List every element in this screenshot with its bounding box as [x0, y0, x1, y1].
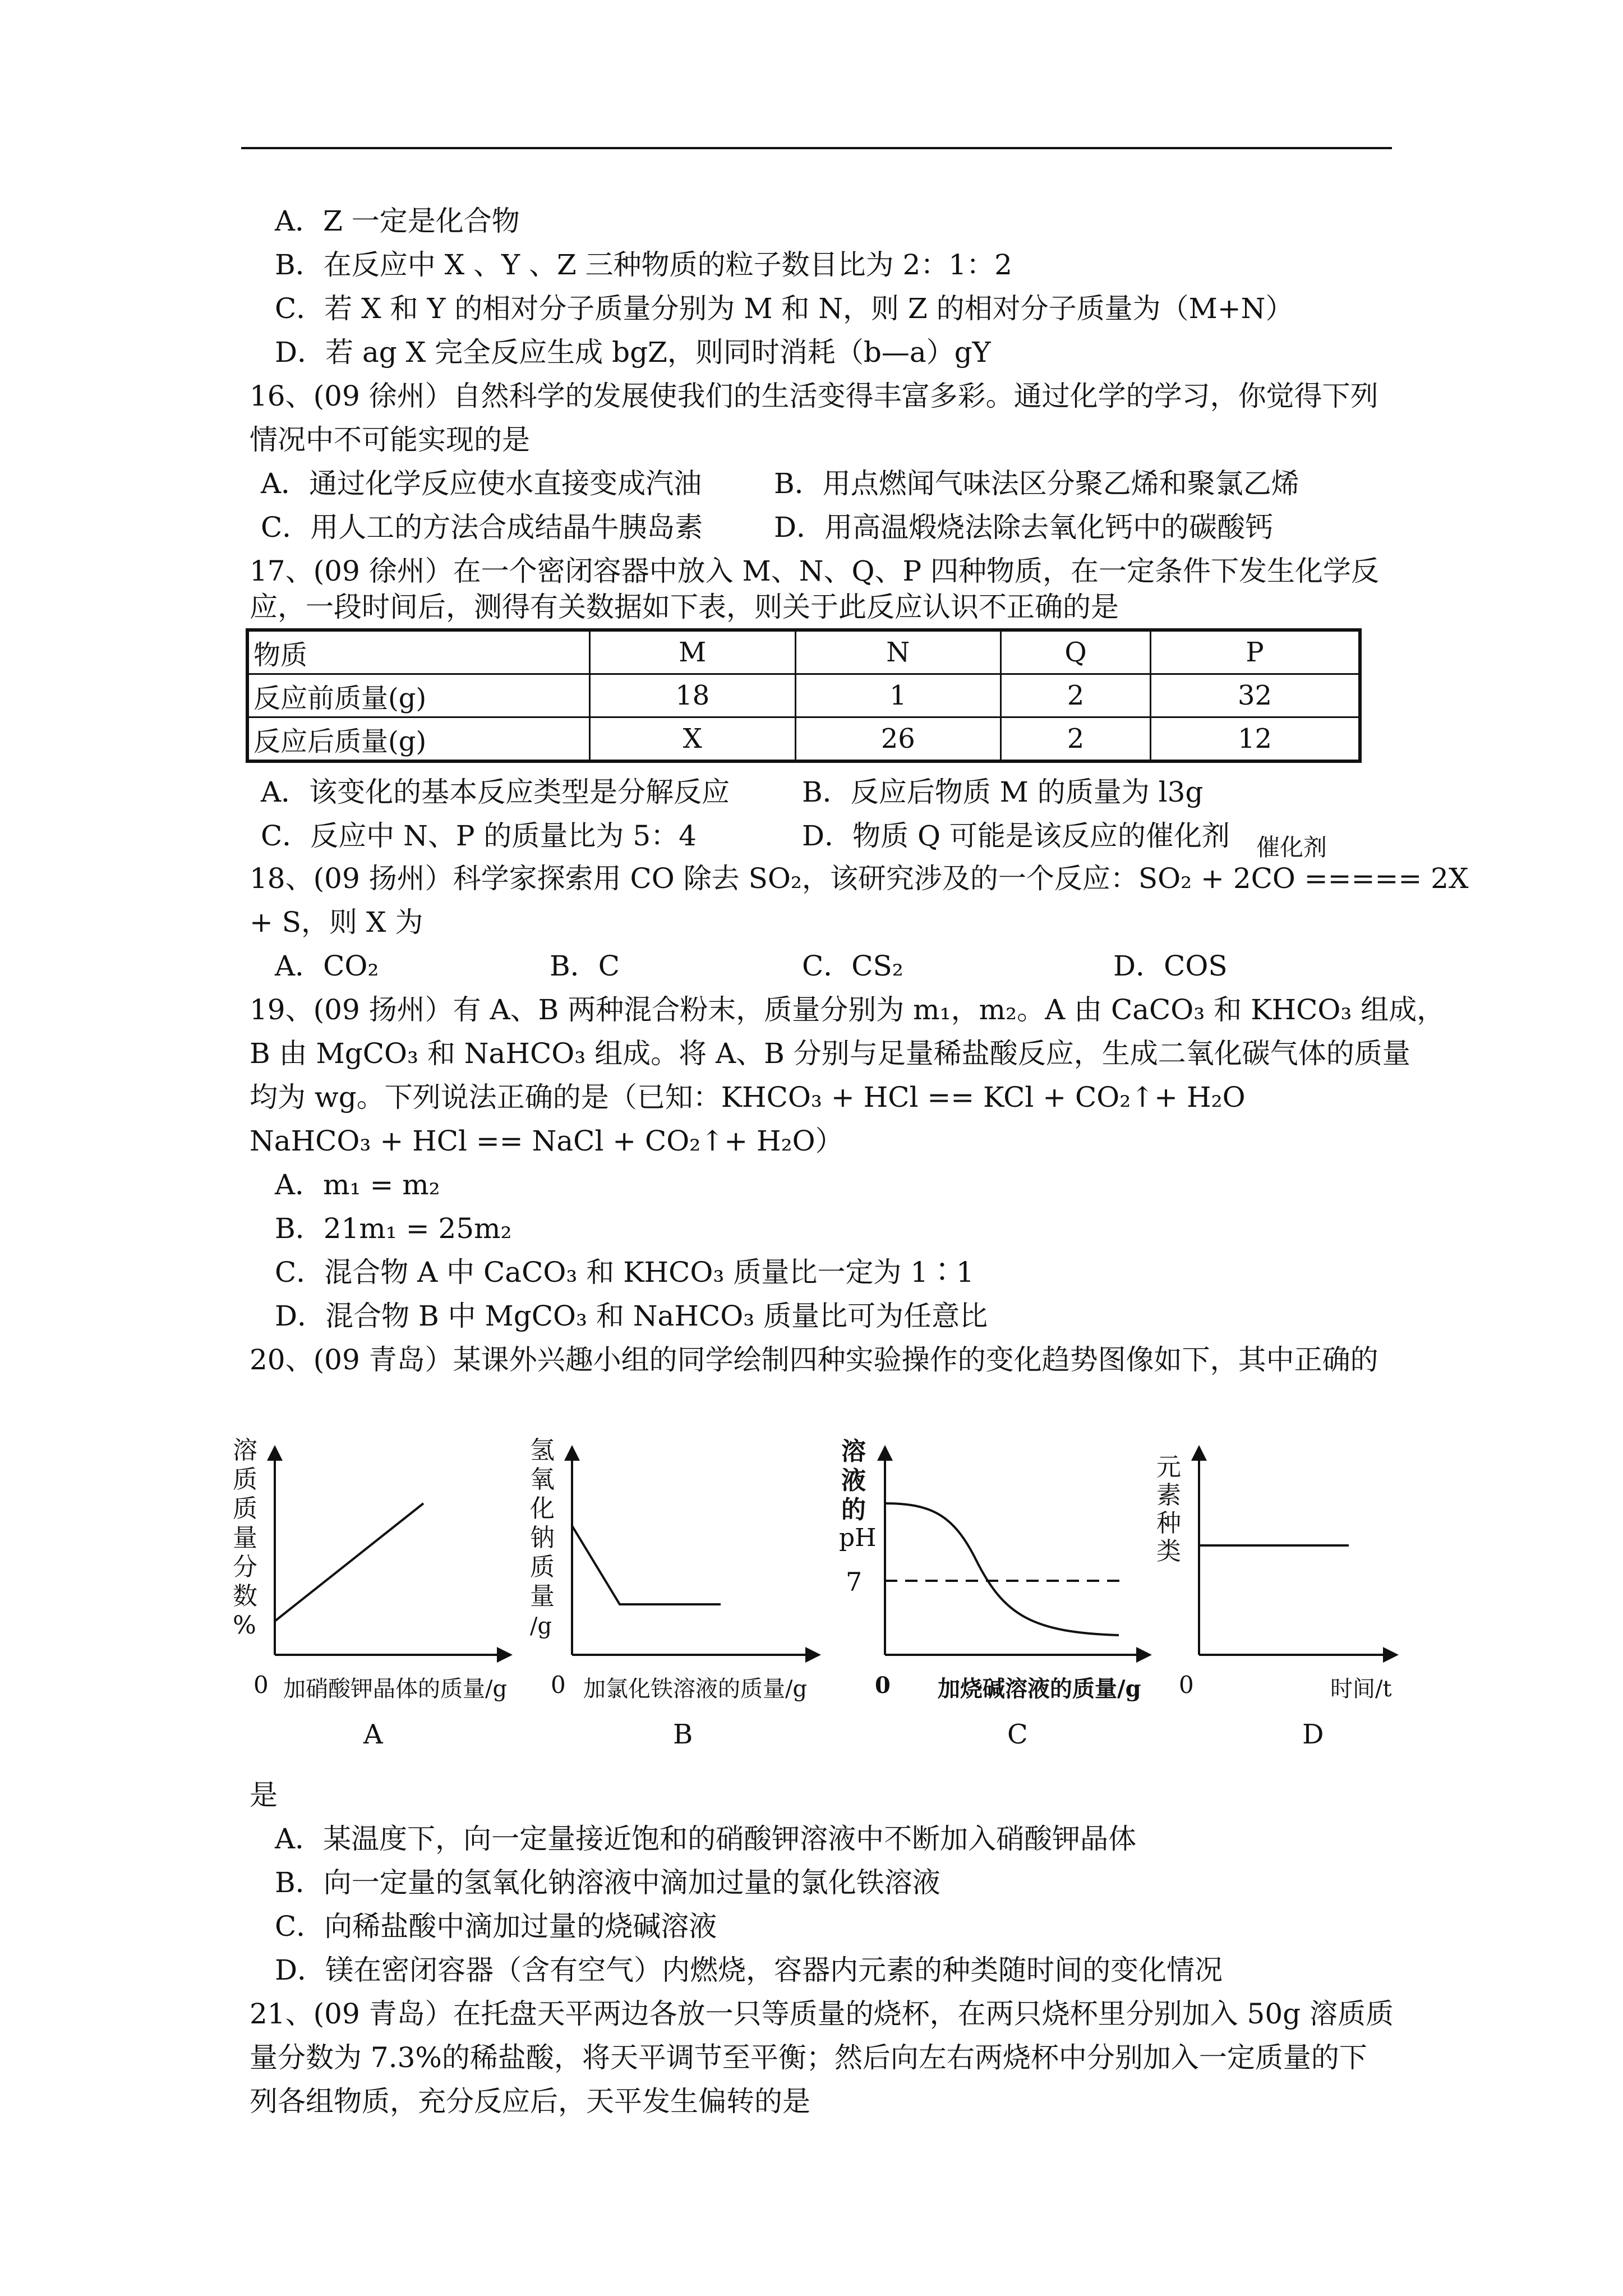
chart-c-ylabel-3: pH [839, 1524, 877, 1552]
chart-b-ylabel-0: 氢 [530, 1436, 555, 1465]
chart-b-ylabel-4: 质 [530, 1553, 555, 1581]
chart-c-origin: 0 [875, 1672, 891, 1699]
table-header-cell: M [590, 630, 796, 674]
chart-a [233, 1436, 507, 1750]
chart-d-label: D [1302, 1719, 1324, 1750]
table-row [247, 717, 1360, 762]
q18-option-b: B．C [550, 950, 620, 982]
q19-option-b: B．21m₁ = 25m₂ [275, 1212, 512, 1245]
q19-option-c: C．混合物 A 中 CaCO₃ 和 KHCO₃ 质量比一定为 1∶1 [275, 1256, 974, 1289]
q18-option-a: A．CO₂ [275, 950, 379, 982]
chart-c-ylabel-0: 溶 [841, 1437, 866, 1466]
q21-stem-line2: 量分数为 7.3%的稀盐酸，将天平调节至平衡；然后向左右两烧杯中分别加入一定质量的下 [250, 2041, 1367, 2074]
q16-stem-line2: 情况中不可能实现的是 [250, 424, 530, 456]
q15-option-a: A．Z 一定是化合物 [275, 205, 520, 237]
q20-figures-svg [0, 1414, 1623, 1806]
table-header-cell: 物质 [247, 630, 590, 674]
table-cell: 32 [1151, 674, 1360, 717]
chart-a-ylabel-6: % [233, 1611, 256, 1640]
q16-option-a: A．通过化学反应使水直接变成汽油 [261, 467, 702, 500]
q20-option-a: A．某温度下，向一定量接近饱和的硝酸钾溶液中不断加入硝酸钾晶体 [275, 1823, 1137, 1855]
q17-option-a: A．该变化的基本反应类型是分解反应 [261, 776, 730, 808]
q17-option-c: C．反应中 N、P 的质量比为 5：4 [261, 820, 697, 852]
table-cell: 2 [1001, 717, 1151, 762]
table-cell: 反应后质量(g) [247, 717, 590, 762]
chart-c-ylabel-1: 液 [841, 1466, 866, 1495]
q16-option-d: D．用高温煅烧法除去氧化钙中的碳酸钙 [774, 511, 1274, 544]
q15-option-b: B．在反应中 X 、Y 、Z 三种物质的粒子数目比为 2：1：2 [275, 249, 1012, 281]
q18-option-d: D．COS [1113, 950, 1228, 982]
q16-option-b: B．用点燃闻气味法区分聚乙烯和聚氯乙烯 [774, 467, 1299, 500]
table-header-cell: N [795, 630, 1001, 674]
q17-option-d: D．物质 Q 可能是该反应的催化剂 [802, 820, 1230, 852]
table-row [247, 674, 1360, 717]
chart-a-ylabel-1: 质 [233, 1465, 257, 1494]
q18-option-c: C．CS₂ [802, 950, 903, 982]
chart-d-ylabel-1: 素 [1156, 1481, 1181, 1510]
chart-b-ylabel-2: 化 [530, 1494, 555, 1523]
table-cell: 18 [590, 674, 796, 717]
q17-option-b: B．反应后物质 M 的质量为 l3g [802, 776, 1204, 808]
chart-d-ylabel-0: 元 [1156, 1453, 1181, 1481]
header-rule [241, 147, 1392, 149]
q19-stem-line3: 均为 wg。下列说法正确的是（已知：KHCO₃ + HCl == KCl + CO₂↑+ H₂O [250, 1081, 1246, 1114]
table-cell: 2 [1001, 674, 1151, 717]
q20-option-b: B．向一定量的氢氧化钠溶液中滴加过量的氯化铁溶液 [275, 1866, 940, 1899]
chart-c-ref-value: 7 [846, 1567, 863, 1597]
table-header-cell: Q [1001, 630, 1151, 674]
chart-a-ylabel-4: 分 [233, 1553, 257, 1581]
chart-b-ylabel-1: 氧 [530, 1465, 555, 1494]
chart-c-xlabel: 加烧碱溶液的质量/g [938, 1676, 1141, 1702]
table-cell: 12 [1151, 717, 1360, 762]
chart-a-line [275, 1503, 423, 1621]
q20-figures [0, 1414, 1623, 1806]
q20-stem-line1: 20、(09 青岛）某课外兴趣小组的同学绘制四种实验操作的变化趋势图像如下，其中正确的 [250, 1343, 1378, 1376]
chart-a-ylabel-0: 溶 [233, 1436, 257, 1465]
chart-b-line [572, 1526, 721, 1604]
q18-stem-line2: + S，则 X 为 [250, 906, 423, 938]
chart-d-ylabel-3: 类 [1156, 1537, 1181, 1566]
chart-c-ylabel-2: 的 [841, 1496, 866, 1524]
q17-stem-line2: 应，一段时间后，测得有关数据如下表，则关于此反应认识不正确的是 [250, 591, 1119, 623]
table-cell: 反应前质量(g) [247, 674, 590, 717]
q18-stem-line1: 18、(09 扬州）科学家探索用 CO 除去 SO₂，该研究涉及的一个反应：SO₂ + 2CO ===== 2X [250, 862, 1469, 895]
chart-c [839, 1437, 1144, 1750]
q17-stem-line1: 17、(09 徐州）在一个密闭容器中放入 M、N、Q、P 四种物质，在一定条件下发生化学反 [250, 555, 1380, 587]
q15-option-d: D．若 ag X 完全反应生成 bgZ，则同时消耗（b—a）gY [275, 336, 991, 369]
chart-a-ylabel-2: 质 [233, 1494, 257, 1523]
table-header-cell: P [1151, 630, 1360, 674]
q15-option-c: C．若 X 和 Y 的相对分子质量分别为 M 和 N，则 Z 的相对分子质量为（M+N） [275, 292, 1294, 325]
chart-a-ylabel-3: 量 [233, 1524, 257, 1552]
chart-b-ylabel-5: 量 [530, 1582, 555, 1611]
q21-stem-line1: 21、(09 青岛）在托盘天平两边各放一只等质量的烧杯，在两只烧杯里分别加入 50g 溶质质 [250, 1998, 1394, 2030]
q21-stem-line3: 列各组物质，充分反应后，天平发生偏转的是 [250, 2085, 810, 2118]
q20-stem-line2: 是 [250, 1779, 278, 1811]
q17-data-table [246, 628, 1362, 763]
chart-b-ylabel-3: 钠 [530, 1524, 555, 1552]
q18-catalyst-label: 催化剂 [1256, 834, 1327, 861]
q19-option-a: A．m₁ = m₂ [275, 1168, 440, 1201]
chart-a-origin: 0 [253, 1671, 269, 1699]
q19-option-d: D．混合物 B 中 MgCO₃ 和 NaHCO₃ 质量比可为任意比 [275, 1300, 988, 1332]
chart-b-ylabel-6: /g [530, 1613, 552, 1639]
chart-b [530, 1436, 813, 1750]
table-cell: X [590, 717, 796, 762]
chart-b-label: B [673, 1719, 693, 1750]
chart-b-xlabel: 加氯化铁溶液的质量/g [583, 1676, 808, 1702]
q16-stem-line1: 16、(09 徐州）自然科学的发展使我们的生活变得丰富多彩。通过化学的学习，你觉得下列 [250, 380, 1378, 412]
chart-a-label: A [363, 1719, 383, 1750]
chart-b-origin: 0 [551, 1671, 566, 1699]
chart-d-xlabel: 时间/t [1330, 1676, 1392, 1702]
chart-c-label: C [1007, 1719, 1028, 1750]
q19-stem-line2: B 由 MgCO₃ 和 NaHCO₃ 组成。将 A、B 分别与足量稀盐酸反应，生成二氧化碳气体的质量 [250, 1037, 1410, 1070]
q19-stem-line4: NaHCO₃ + HCl == NaCl + CO₂↑+ H₂O） [250, 1125, 843, 1157]
table-cell: 1 [795, 674, 1001, 717]
chart-c-curve [885, 1503, 1119, 1635]
chart-a-ylabel-5: 数 [233, 1582, 257, 1611]
chart-d-ylabel-2: 种 [1156, 1509, 1181, 1538]
q20-option-c: C．向稀盐酸中滴加过量的烧碱溶液 [275, 1910, 717, 1943]
table-header-row [247, 630, 1360, 674]
table-cell: 26 [795, 717, 1001, 762]
q19-stem-line1: 19、(09 扬州）有 A、B 两种混合粉末，质量分别为 m₁，m₂。A 由 CaCO₃ 和 KHCO₃ 组成， [250, 993, 1445, 1026]
chart-a-xlabel: 加硝酸钾晶体的质量/g [283, 1676, 508, 1702]
chart-d [1156, 1453, 1392, 1750]
chart-d-origin: 0 [1179, 1671, 1194, 1699]
q20-option-d: D．镁在密闭容器（含有空气）内燃烧，容器内元素的种类随时间的变化情况 [275, 1954, 1223, 1986]
q16-option-c: C．用人工的方法合成结晶牛胰岛素 [261, 511, 703, 544]
